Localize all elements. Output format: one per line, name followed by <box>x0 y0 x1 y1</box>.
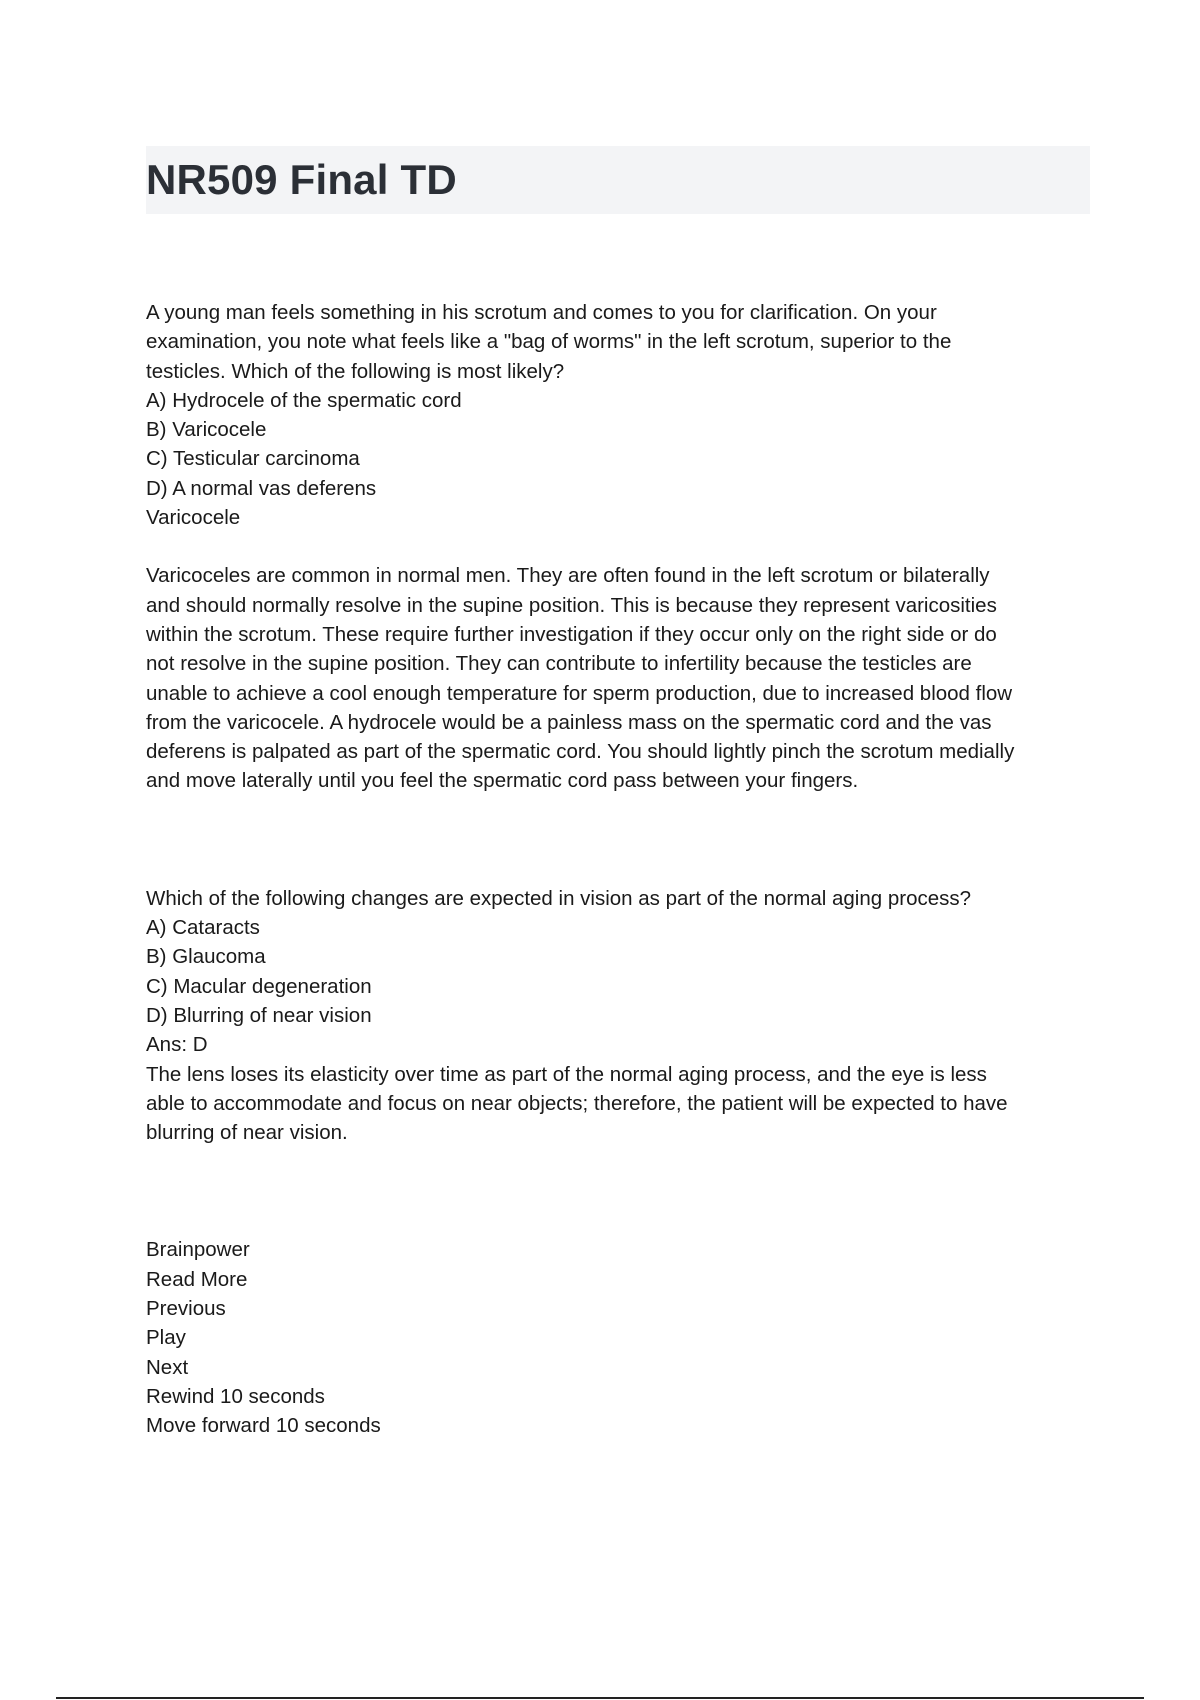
explanation-line: able to accommodate and focus on near objects; therefore, the patient will be expected to have <box>146 1091 1008 1115</box>
explanation-line: Varicoceles are common in normal men. They are often found in the left scrotum or bilaterally <box>146 564 990 588</box>
question-1-stem-line: examination, you note what feels like a "bag of worms" in the left scrotum, superior to the <box>146 330 952 354</box>
question-1-option-d: D) A normal vas deferens <box>146 476 377 500</box>
previous-button[interactable]: Previous <box>146 1297 226 1321</box>
question-1-answer: Varicocele <box>146 506 241 530</box>
question-1-explanation <box>146 561 1090 795</box>
next-button[interactable]: Next <box>146 1355 189 1379</box>
explanation-line: from the varicocele. A hydrocele would be a painless mass on the spermatic cord and the vas <box>146 710 992 734</box>
question-2-answer: Ans: D <box>146 1033 208 1057</box>
spacer <box>146 796 1090 884</box>
question-1-stem-line: testicles. Which of the following is most likely? <box>146 359 565 383</box>
explanation-line: not resolve in the supine position. They can contribute to infertility because the testicles are <box>146 652 972 676</box>
explanation-line: deferens is palpated as part of the spermatic cord. You should lightly pinch the scrotum medially <box>146 740 1015 764</box>
question-1-option-b: B) Varicocele <box>146 418 267 442</box>
question-2-explanation <box>146 1060 1090 1148</box>
question-1-option-c: C) Testicular carcinoma <box>146 447 360 471</box>
document-content <box>146 298 1090 1441</box>
rewind-button[interactable]: Rewind 10 seconds <box>146 1384 325 1408</box>
title-bar <box>146 146 1090 214</box>
question-1 <box>146 298 1090 796</box>
question-2-stem <box>146 884 1090 913</box>
forward-button[interactable]: Move forward 10 seconds <box>146 1414 381 1438</box>
question-2-option-b: B) Glaucoma <box>146 945 266 969</box>
spacer <box>146 1147 1090 1235</box>
question-2-option-d: D) Blurring of near vision <box>146 1003 372 1027</box>
footer-links <box>146 1235 1090 1440</box>
question-2-option-c: C) Macular degeneration <box>146 974 372 998</box>
explanation-line: blurring of near vision. <box>146 1121 348 1145</box>
brand-link[interactable]: Brainpower <box>146 1238 250 1262</box>
question-1-stem <box>146 298 1090 386</box>
question-2-options <box>146 913 1090 1030</box>
question-2-option-a: A) Cataracts <box>146 916 260 940</box>
question-1-stem-line: A young man feels something in his scrotum and comes to you for clarification. On your <box>146 301 937 324</box>
page-title: NR509 Final TD <box>146 156 457 203</box>
explanation-line: and move laterally until you feel the spermatic cord pass between your fingers. <box>146 769 859 793</box>
explanation-line: and should normally resolve in the supine position. This is because they represent varicosities <box>146 593 997 617</box>
question-1-option-a: A) Hydrocele of the spermatic cord <box>146 388 462 412</box>
explanation-line: The lens loses its elasticity over time as part of the normal aging process, and the eye is less <box>146 1062 987 1086</box>
read-more-link[interactable]: Read More <box>146 1267 248 1291</box>
play-button[interactable]: Play <box>146 1326 186 1350</box>
question-1-options <box>146 386 1090 503</box>
page-bottom-divider <box>56 1697 1144 1699</box>
spacer <box>146 532 1090 561</box>
question-2-stem-line: Which of the following changes are expected in vision as part of the normal aging process? <box>146 886 972 910</box>
explanation-line: unable to achieve a cool enough temperature for sperm production, due to increased blood flow <box>146 681 1013 705</box>
question-2 <box>146 884 1090 1148</box>
explanation-line: within the scrotum. These require further investigation if they occur only on the right side or do <box>146 622 997 646</box>
